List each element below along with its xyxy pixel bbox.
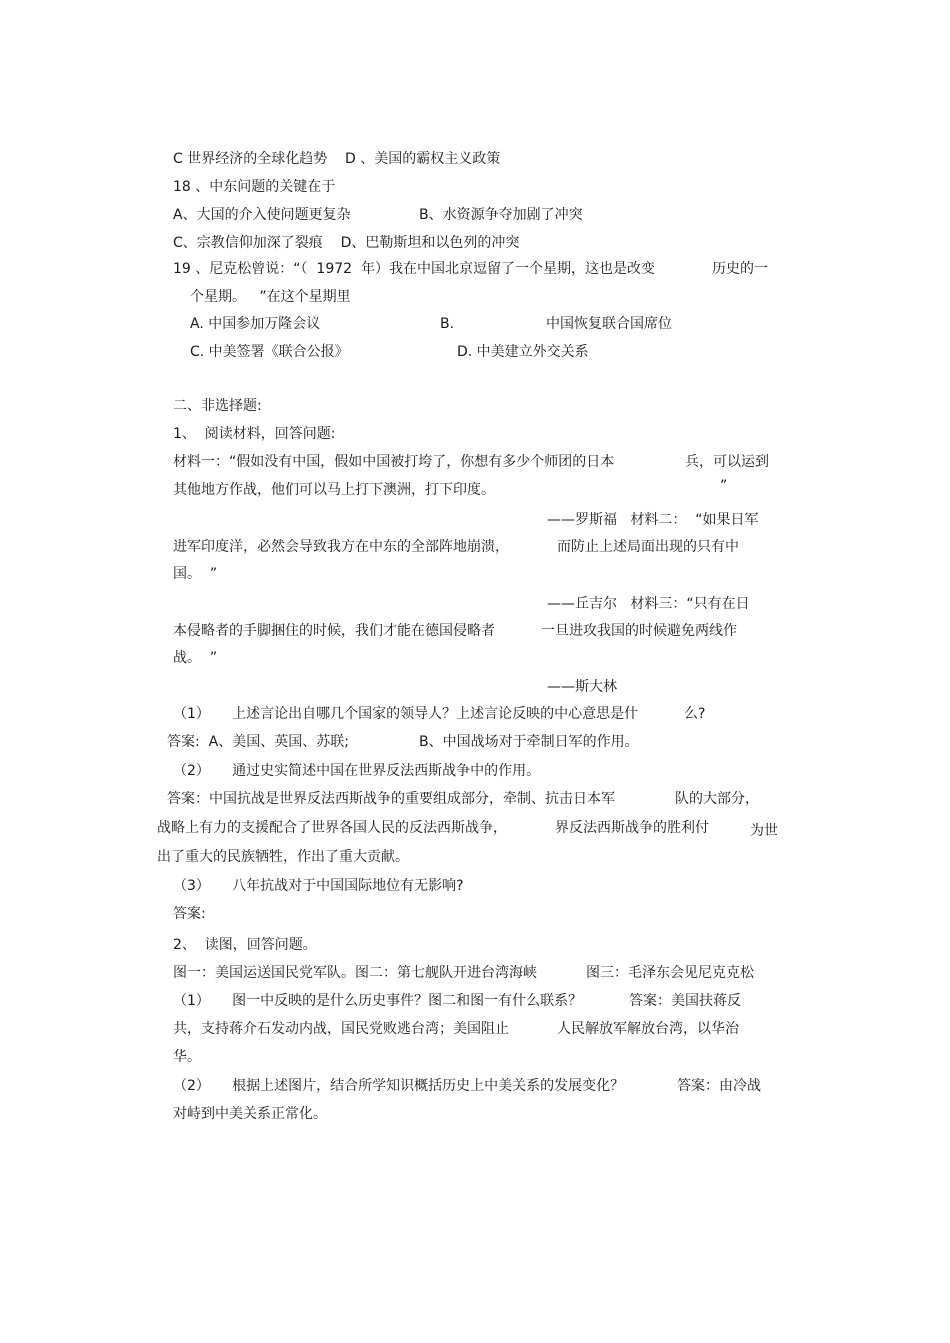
- text-line: 华。: [173, 1049, 201, 1065]
- text-line: ——罗斯福 材料二： “如果日军: [547, 512, 759, 528]
- text-line: 战。 ”: [173, 650, 218, 666]
- text-line: 答案：中国抗战是世界反法西斯战争的重要组成部分，牵制、抗击日本军: [167, 791, 615, 807]
- text-line: 兵，可以运到: [685, 454, 769, 470]
- text-line: A、大国的介入使问题更复杂: [173, 207, 351, 223]
- text-line: ”: [720, 478, 728, 494]
- text-line: B、中国战场对于牵制日军的作用。: [419, 734, 639, 750]
- text-line: 1、 阅读材料，回答问题:: [173, 426, 336, 442]
- text-line: 图三：毛泽东会见尼克克松: [586, 965, 754, 981]
- text-line: 出了重大的民族牺牲，作出了重大贡献。: [157, 849, 409, 865]
- text-line: （3） 八年抗战对于中国国际地位有无影响?: [173, 878, 464, 894]
- text-line: 18 、中东问题的关键在于: [173, 179, 336, 195]
- text-line: 共，支持蒋介石发动内战，国民党败逃台湾；美国阻止: [173, 1021, 509, 1037]
- text-line: 进军印度洋，必然会导致我方在中东的全部阵地崩溃，: [173, 539, 509, 555]
- section-heading: 二、非选择题:: [173, 398, 262, 414]
- text-line: A. 中国参加万隆会议: [190, 316, 321, 332]
- text-line: 对峙到中美关系正常化。: [173, 1106, 327, 1122]
- text-line: 答案:: [173, 906, 206, 922]
- text-line: C. 中美签署《联合公报》: [190, 344, 349, 360]
- text-line: 一旦进攻我国的时候避免两线作: [541, 623, 737, 639]
- text-line: 图一：美国运送国民党军队。图二：第七舰队开进台湾海峡: [173, 965, 537, 981]
- text-line: C 世界经济的全球化趋势 D 、美国的霸权主义政策: [173, 151, 501, 167]
- text-line: 个星期。 ”在这个星期里: [190, 289, 351, 305]
- text-line: （1） 上述言论出自哪几个国家的领导人？上述言论反映的中心意思是什: [173, 706, 639, 722]
- text-line: 中国恢复联合国席位: [546, 316, 672, 332]
- text-line: 2、 读图，回答问题。: [173, 937, 317, 953]
- text-line: （2） 根据上述图片，结合所学知识概括历史上中美关系的发展变化？: [173, 1078, 625, 1094]
- text-line: 么?: [684, 706, 706, 722]
- text-line: 其他地方作战，他们可以马上打下澳洲，打下印度。: [173, 482, 495, 498]
- text-line: 答案：美国扶蒋反: [629, 993, 741, 1009]
- text-line: 战略上有力的支援配合了世界各国人民的反法西斯战争，: [157, 820, 507, 836]
- text-line: 为世: [750, 823, 778, 839]
- text-line: 答案: A、美国、英国、苏联;: [167, 734, 349, 750]
- text-line: 19 、尼克松曾说：“（ 1972 年）我在中国北京逗留了一个星期，这也是改变: [173, 261, 655, 277]
- text-line: D. 中美建立外交关系: [457, 344, 589, 360]
- text-line: 国。 ”: [173, 566, 218, 582]
- text-line: 历史的一: [712, 261, 768, 277]
- text-line: 材料一：“假如没有中国，假如中国被打垮了，你想有多少个师团的日本: [173, 454, 615, 470]
- text-line: （2） 通过史实简述中国在世界反法西斯战争中的作用。: [173, 763, 541, 779]
- text-line: C、宗教信仰加深了裂痕 D、巴勒斯坦和以色列的冲突: [173, 235, 520, 251]
- text-line: （1） 图一中反映的是什么历史事件？图二和图一有什么联系？: [173, 993, 583, 1009]
- text-line: 人民解放军解放台湾，以华治: [557, 1021, 739, 1037]
- text-line: B.: [440, 316, 455, 332]
- text-line: B、水资源争夺加剧了冲突: [419, 207, 583, 223]
- text-line: 而防止上述局面出现的只有中: [557, 539, 739, 555]
- text-line: 队的大部分，: [675, 791, 759, 807]
- text-line: 本侵略者的手脚捆住的时候，我们才能在德国侵略者: [173, 623, 495, 639]
- text-line: 答案：由冷战: [677, 1078, 761, 1094]
- text-line: 界反法西斯战争的胜利付: [555, 820, 709, 836]
- text-line: ——斯大林: [547, 679, 617, 695]
- text-line: ——丘吉尔 材料三：“只有在日: [547, 596, 750, 612]
